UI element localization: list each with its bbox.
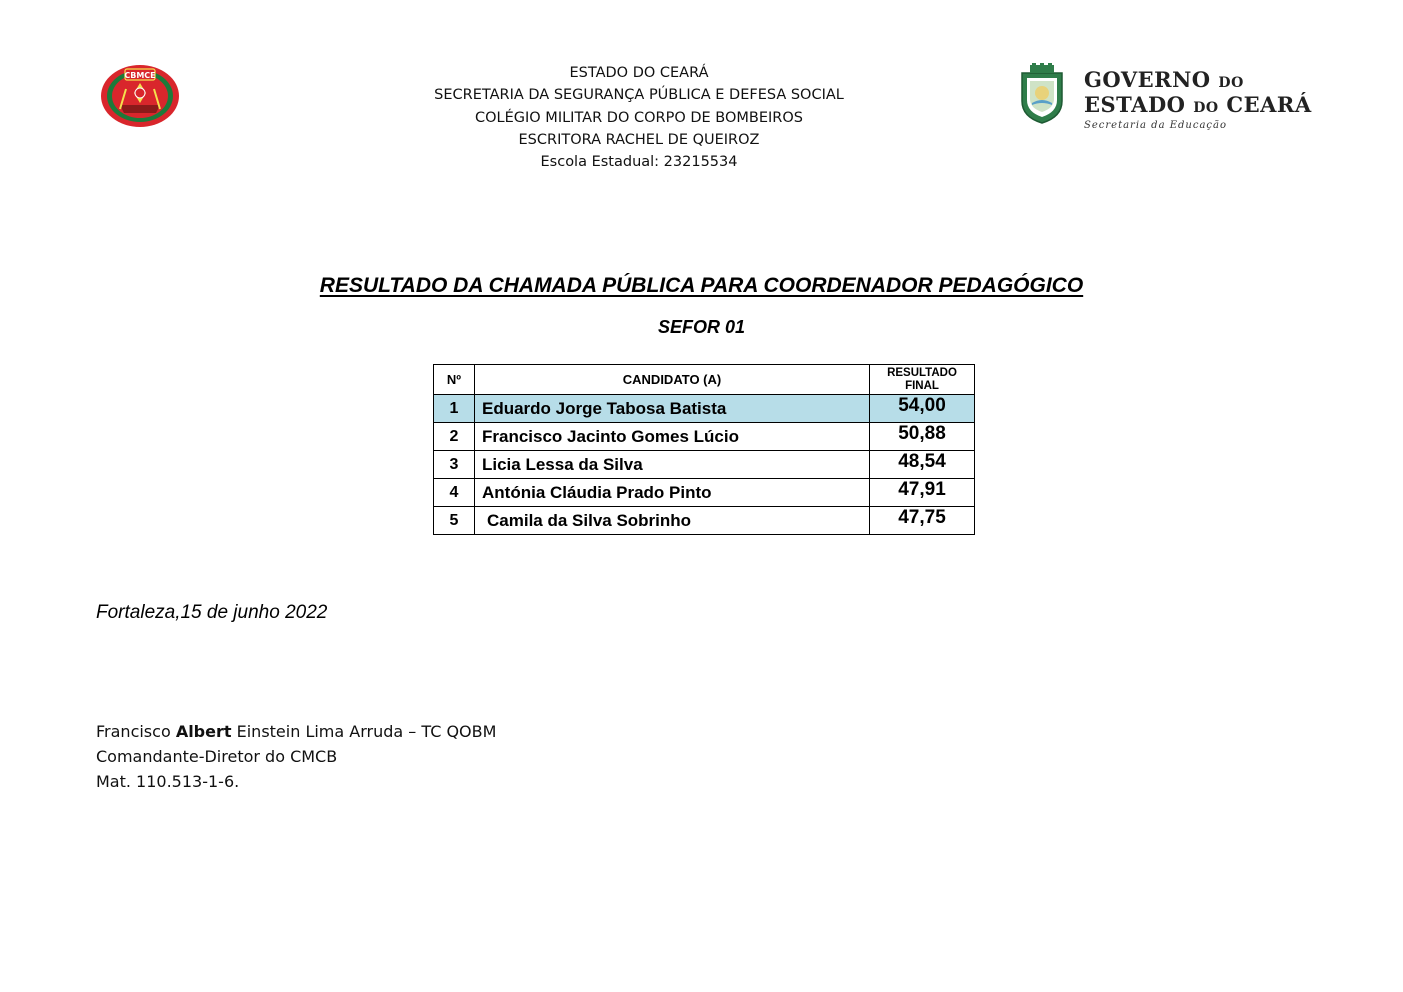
table-row xyxy=(434,395,975,423)
row-number: 1 xyxy=(434,395,475,423)
row-number: 2 xyxy=(434,423,475,451)
header-school-name: ESCRITORA RACHEL DE QUEIROZ xyxy=(518,131,760,148)
signatory-last-name: Einstein Lima Arruda – TC QOBM xyxy=(231,722,497,741)
row-candidate-name: Camila da Silva Sobrinho xyxy=(475,507,870,535)
row-score: 54,00 xyxy=(870,395,975,423)
logo-estado-line xyxy=(1084,94,1312,119)
document-title-text: RESULTADO DA CHAMADA PÚBLICA PARA COORDENADOR PEDAGÓGICO xyxy=(319,274,1084,297)
table-row xyxy=(434,507,975,535)
signatory-registration: Mat. 110.513-1-6. xyxy=(96,772,240,791)
logo-governo-do: DO xyxy=(1218,75,1244,91)
row-score: 47,91 xyxy=(870,479,975,507)
row-number: 4 xyxy=(434,479,475,507)
signatory-role: Comandante-Diretor do CMCB xyxy=(96,747,338,766)
logo-ceara-word: CEARÁ xyxy=(1226,92,1312,117)
row-score: 47,75 xyxy=(870,507,975,535)
header-candidate: CANDIDATO (A) xyxy=(475,365,870,395)
header-state: ESTADO DO CEARÁ xyxy=(569,65,709,81)
header-secretariat: SECRETARIA DA SEGURANÇA PÚBLICA E DEFESA SOCIAL xyxy=(434,87,844,104)
row-number: 3 xyxy=(434,451,475,479)
logo-estado-do: DO xyxy=(1193,100,1219,116)
document-title xyxy=(0,274,1403,298)
document-date: Fortaleza,15 de junho 2022 xyxy=(96,602,328,623)
header-school-code: Escola Estadual: 23215534 xyxy=(540,154,738,171)
row-candidate-name: Licia Lessa da Silva xyxy=(475,451,870,479)
signatory-first-name: Francisco xyxy=(96,722,176,741)
row-candidate-name: Francisco Jacinto Gomes Lúcio xyxy=(475,423,870,451)
logo-estado-word: ESTADO xyxy=(1084,92,1186,117)
signatory-bold-name: Albert xyxy=(175,722,232,741)
governo-ceara-logo xyxy=(1016,63,1312,131)
ceara-coat-of-arms-icon xyxy=(1016,63,1068,125)
document-subtitle: SEFOR 01 xyxy=(657,317,746,337)
header-result: RESULTADO FINAL xyxy=(870,365,975,395)
logo-governo-word: GOVERNO xyxy=(1084,67,1211,92)
table-row xyxy=(434,423,975,451)
row-score: 48,54 xyxy=(870,451,975,479)
table-row xyxy=(434,451,975,479)
logo-subtitle: Secretaria da Educação xyxy=(1084,120,1227,131)
header-number: Nº xyxy=(434,365,475,395)
table-header-row xyxy=(434,365,975,395)
row-score: 50,88 xyxy=(870,423,975,451)
row-candidate-name: Antónia Cláudia Prado Pinto xyxy=(475,479,870,507)
signature-block xyxy=(96,719,496,794)
cbmce-crest-icon xyxy=(98,61,182,131)
results-table xyxy=(433,364,975,535)
header-college: COLÉGIO MILITAR DO CORPO DE BOMBEIROS xyxy=(475,109,803,126)
cbmce-logo xyxy=(98,61,182,131)
cbmce-logo-text: CBMCE xyxy=(124,71,156,80)
row-candidate-name: Eduardo Jorge Tabosa Batista xyxy=(475,395,870,423)
signatory-name xyxy=(96,719,496,744)
row-number: 5 xyxy=(434,507,475,535)
logo-governo-line xyxy=(1084,69,1312,94)
letterhead xyxy=(380,62,898,173)
table-row xyxy=(434,479,975,507)
